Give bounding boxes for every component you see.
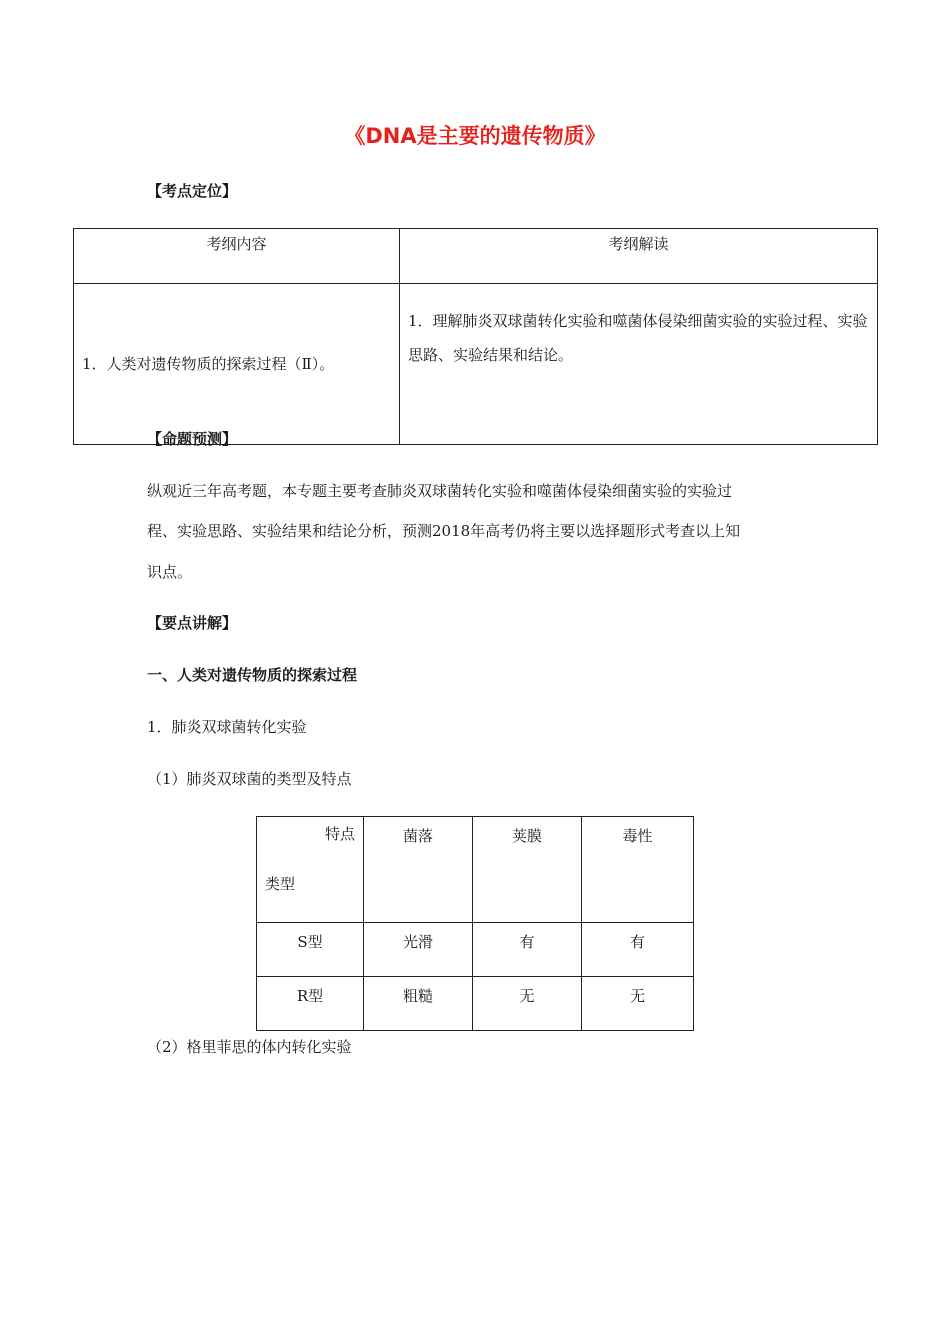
row-s-capsule: 有 xyxy=(473,923,582,977)
header-toxicity: 毒性 xyxy=(582,817,694,923)
syllabus-table xyxy=(73,228,878,445)
syllabus-header-interpretation: 考纲解读 xyxy=(400,229,878,284)
item-pneumococcus: 1．肺炎双球菌转化实验 xyxy=(147,718,307,736)
sub-item-griffith: （2）格里菲思的体内转化实验 xyxy=(147,1038,352,1056)
corner-header-feature: 特点 xyxy=(324,825,355,843)
subheading-exploration: 一、人类对遗传物质的探索过程 xyxy=(147,666,358,684)
header-capsule: 荚膜 xyxy=(473,817,582,923)
sub-item-types: （1）肺炎双球菌的类型及特点 xyxy=(147,770,352,788)
section-heading-kaodian: 【考点定位】 xyxy=(147,182,238,200)
syllabus-cell-interpretation: 1．理解肺炎双球菌转化实验和噬菌体侵染细菌实验的实验过程、实验思路、实验结果和结论。 xyxy=(400,284,878,445)
row-s-toxicity: 有 xyxy=(582,923,694,977)
bacteria-types-table xyxy=(256,816,694,1031)
corner-header-type: 类型 xyxy=(265,875,296,893)
section-heading-yaodian: 【要点讲解】 xyxy=(147,614,238,632)
row-r-toxicity: 无 xyxy=(582,977,694,1031)
row-s-type: S型 xyxy=(257,923,364,977)
prediction-line-3: 识点。 xyxy=(147,563,193,581)
row-r-type: R型 xyxy=(257,977,364,1031)
prediction-line-2: 程、实验思路、实验结果和结论分析，预测2018年高考仍将主要以选择题形式考查以上知 xyxy=(147,522,741,540)
row-s-colony: 光滑 xyxy=(364,923,473,977)
row-r-colony: 粗糙 xyxy=(364,977,473,1031)
section-heading-mingti: 【命题预测】 xyxy=(147,430,238,448)
header-colony: 菌落 xyxy=(364,817,473,923)
corner-header-cell xyxy=(257,817,364,923)
row-r-capsule: 无 xyxy=(473,977,582,1031)
document-title: 《DNA是主要的遗传物质》 xyxy=(344,124,606,148)
prediction-line-1: 纵观近三年高考题，本专题主要考查肺炎双球菌转化实验和噬菌体侵染细菌实验的实验过 xyxy=(147,482,733,500)
syllabus-cell-content: 1．人类对遗传物质的探索过程（Ⅱ）。 xyxy=(74,284,400,445)
syllabus-header-content: 考纲内容 xyxy=(74,229,400,284)
